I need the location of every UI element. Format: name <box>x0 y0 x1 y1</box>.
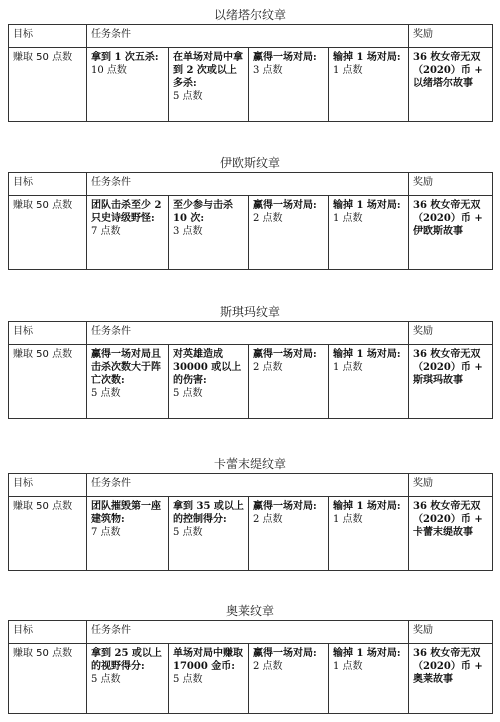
tasks-header: 任务条件 <box>87 474 409 497</box>
section-title: 以绪塔尔纹章 <box>213 8 286 22</box>
task-points: 2 点数 <box>253 661 283 672</box>
table-row <box>9 196 493 270</box>
task-points: 1 点数 <box>333 65 363 76</box>
task-points: 1 点数 <box>333 514 363 525</box>
task-name: 赢得一场对局且击杀次数大于阵亡次数: <box>91 349 161 386</box>
table-row <box>9 48 493 122</box>
tasks-header: 任务条件 <box>87 621 409 644</box>
task-cell <box>169 196 249 270</box>
tasks-header: 任务条件 <box>87 173 409 196</box>
reward-cell: 36 枚女帝无双（2020）币 + 斯琪玛故事 <box>409 345 493 419</box>
section-title: 斯琪玛纹章 <box>219 305 280 319</box>
task-points: 1 点数 <box>333 661 363 672</box>
task-name: 赢得一场对局: <box>253 200 317 211</box>
task-cell <box>329 196 409 270</box>
goal-cell: 赚取 50 点数 <box>9 48 87 122</box>
section-title: 卡蕾末缇纹章 <box>213 457 286 471</box>
task-name: 至少参与击杀 10 次: <box>173 200 233 224</box>
tasks-header: 任务条件 <box>87 25 409 48</box>
task-points: 7 点数 <box>91 527 121 538</box>
reward-header: 奖励 <box>409 173 493 196</box>
header-row <box>9 322 493 345</box>
task-name: 拿到 1 次五杀: <box>91 52 159 63</box>
task-name: 输掉 1 场对局: <box>333 501 401 512</box>
task-cell <box>329 644 409 714</box>
goal-cell: 赚取 50 点数 <box>9 644 87 714</box>
task-cell <box>329 345 409 419</box>
task-name: 拿到 35 或以上的控制得分: <box>173 501 244 525</box>
task-points: 5 点数 <box>173 527 203 538</box>
task-points: 1 点数 <box>333 362 363 373</box>
header-row <box>9 621 493 644</box>
task-cell <box>329 497 409 571</box>
emblem-table <box>8 620 493 714</box>
task-points: 5 点数 <box>91 674 121 685</box>
header-row <box>9 173 493 196</box>
task-cell <box>249 644 329 714</box>
task-cell <box>87 196 169 270</box>
goal-cell: 赚取 50 点数 <box>9 196 87 270</box>
task-name: 单场对局中赚取 17000 金币: <box>173 648 243 672</box>
task-cell <box>249 497 329 571</box>
task-name: 赢得一场对局: <box>253 52 317 63</box>
emblem-section <box>0 6 500 122</box>
goal-cell: 赚取 50 点数 <box>9 497 87 571</box>
reward-cell: 36 枚女帝无双（2020）币 + 伊欧斯故事 <box>409 196 493 270</box>
task-points: 5 点数 <box>173 674 203 685</box>
task-cell <box>87 497 169 571</box>
emblem-section <box>0 303 500 419</box>
reward-cell: 36 枚女帝无双（2020）币 + 奥莱故事 <box>409 644 493 714</box>
reward-header: 奖励 <box>409 474 493 497</box>
table-row <box>9 644 493 714</box>
reward-header: 奖励 <box>409 621 493 644</box>
task-name: 赢得一场对局: <box>253 349 317 360</box>
reward-header: 奖励 <box>409 25 493 48</box>
task-cell <box>87 345 169 419</box>
task-points: 2 点数 <box>253 514 283 525</box>
task-points: 2 点数 <box>253 213 283 224</box>
task-points: 5 点数 <box>91 388 121 399</box>
task-points: 2 点数 <box>253 362 283 373</box>
header-row <box>9 25 493 48</box>
task-cell <box>87 644 169 714</box>
task-cell <box>169 644 249 714</box>
task-name: 输掉 1 场对局: <box>333 349 401 360</box>
emblem-table <box>8 24 493 122</box>
task-cell <box>169 345 249 419</box>
section-title: 奥莱纹章 <box>225 604 274 618</box>
goal-header: 目标 <box>9 621 87 644</box>
task-points: 3 点数 <box>173 226 203 237</box>
task-points: 10 点数 <box>91 65 127 76</box>
task-name: 输掉 1 场对局: <box>333 52 401 63</box>
emblem-section <box>0 154 500 270</box>
task-points: 5 点数 <box>173 91 203 102</box>
goal-header: 目标 <box>9 25 87 48</box>
task-points: 1 点数 <box>333 213 363 224</box>
emblem-section <box>0 455 500 571</box>
task-name: 对英雄造成 30000 或以上的伤害: <box>173 349 242 386</box>
table-row <box>9 345 493 419</box>
section-title: 伊欧斯纹章 <box>219 156 280 170</box>
task-points: 7 点数 <box>91 226 121 237</box>
reward-cell: 36 枚女帝无双（2020）币 + 以绪塔尔故事 <box>409 48 493 122</box>
task-cell <box>249 345 329 419</box>
task-name: 团队摧毁第一座建筑物: <box>91 501 161 525</box>
goal-header: 目标 <box>9 322 87 345</box>
goal-cell: 赚取 50 点数 <box>9 345 87 419</box>
goal-header: 目标 <box>9 474 87 497</box>
task-cell <box>329 48 409 122</box>
task-name: 团队击杀至少 2 只史诗级野怪: <box>91 200 162 224</box>
task-name: 拿到 25 或以上的视野得分: <box>91 648 162 672</box>
task-cell <box>87 48 169 122</box>
task-points: 3 点数 <box>253 65 283 76</box>
emblem-table <box>8 321 493 419</box>
task-name: 在单场对局中拿到 2 次或以上多杀: <box>173 52 243 89</box>
tasks-header: 任务条件 <box>87 322 409 345</box>
task-name: 输掉 1 场对局: <box>333 648 401 659</box>
reward-header: 奖励 <box>409 322 493 345</box>
task-cell <box>169 48 249 122</box>
task-points: 5 点数 <box>173 388 203 399</box>
emblem-section <box>0 602 500 714</box>
table-row <box>9 497 493 571</box>
header-row <box>9 474 493 497</box>
task-cell <box>169 497 249 571</box>
task-cell <box>249 48 329 122</box>
task-cell <box>249 196 329 270</box>
emblem-table <box>8 172 493 270</box>
goal-header: 目标 <box>9 173 87 196</box>
reward-cell: 36 枚女帝无双（2020）币 + 卡蕾末缇故事 <box>409 497 493 571</box>
task-name: 输掉 1 场对局: <box>333 200 401 211</box>
task-name: 赢得一场对局: <box>253 501 317 512</box>
task-name: 赢得一场对局: <box>253 648 317 659</box>
emblem-table <box>8 473 493 571</box>
